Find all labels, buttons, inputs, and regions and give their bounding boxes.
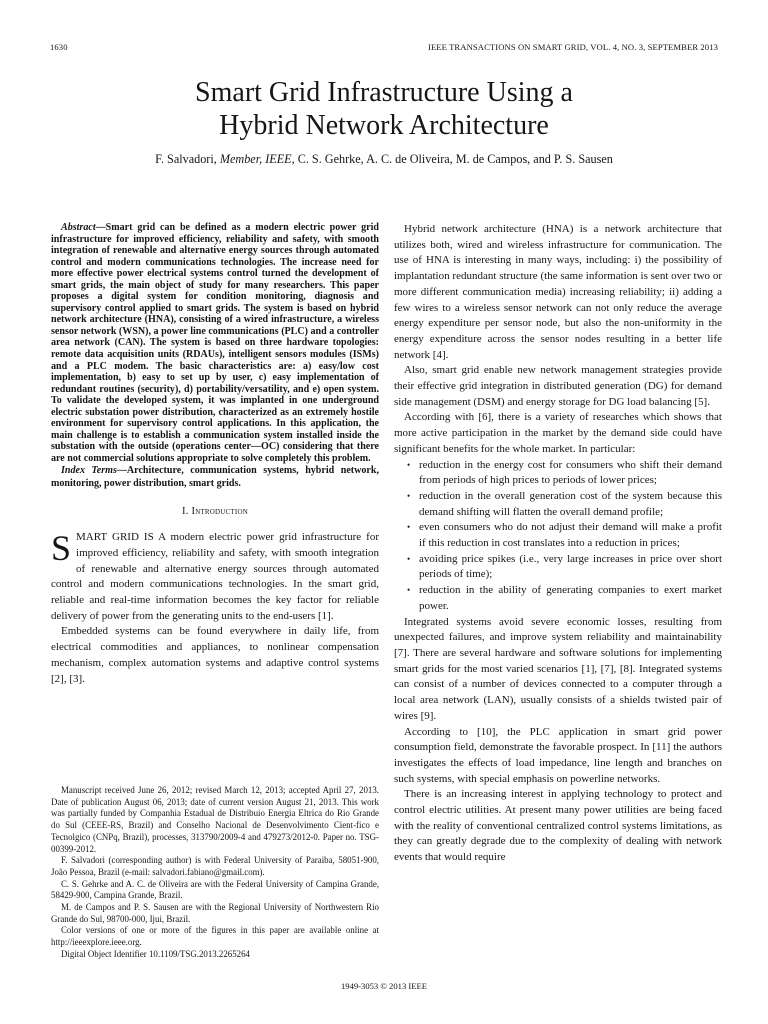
index-terms-text: —Architecture, communication systems, hybrid network, monitoring, power distribution, smart grids. — [51, 465, 379, 490]
body-paragraph-integrated: Integrated systems avoid severe economic losses, resulting from unexpected failures, and improve system reliability and maintainability [7]. There are several hardware and software solutions for implementing smart grids for the most varied scenarios [1], [7], [8]. Integrated systems can consist of a number of devices connected to a computer through a local area network (LAN), usually consists of a shields twisted pair of wires [9]. — [394, 615, 722, 722]
bullet-icon: • — [407, 522, 411, 533]
paper-title-line-2: Hybrid Network Architecture — [219, 110, 549, 141]
page-number: 1630 — [50, 42, 68, 52]
footnote-salvadori: F. Salvadori (corresponding author) is with Federal University of Paraiba, 58051-900, João Pessoa, Brazil (e-mail: salvadori.fabiano@gmail.com). — [51, 855, 379, 877]
list-item: • reduction in the energy cost for consumers who shift their demand from periods of high prices to periods of lower prices; — [407, 458, 722, 487]
intro-paragraph-2: Embedded systems can be found everywhere in daily life, from electrical commodities and appliances, to nonlinear compensation mechanism, complex automation systems and adaptive control systems [2], [3]. — [51, 625, 379, 685]
copyright-footer: 1949-3053 © 2013 IEEE — [340, 981, 427, 991]
footnotes — [51, 785, 379, 961]
bullet-icon: • — [407, 490, 411, 501]
footnote-color-versions: Color versions of one or more of the figures in this paper are available online at http://ieeexplore.ieee.org. — [51, 925, 379, 948]
list-item: • avoiding price spikes (i.e., very large increases in price over short periods of time); — [407, 552, 722, 581]
list-item: • reduction in the ability of generating companies to exert market power. — [407, 584, 722, 612]
body-paragraph-protection: There is an increasing interest in applying technology to protect and control electric utilities. At present many power utilities are being faced with the reality of conventional centralized control systems limitations, as they can greatly degrade due to the complexity of dealing with network events that would require — [394, 788, 722, 864]
intro-paragraph-1-text: A modern electric power grid infrastructure for improved efficiency, reliability and safety, with smooth integration of renewable and alternative energy sources through automated control and modern communications technologies. In the smart grid, reliable and real-time information becomes the key factor for reliable delivery of power from the generating units to the end-users [1]. — [51, 531, 379, 622]
footnote-manuscript: Manuscript received June 26, 2012; revised March 12, 2013; accepted April 27, 2013. Date of publication August 06, 2013; date of current version August 21, 2013. This work was partially funded by Companhia Estadual de Distribuio Energia Eltrica do Rio Grande do Sul (CEEE-RS, Brazil) and Conselho Nacional de Desenvolvimento Cient-fico e Tecnolgico (CNPq, Brazil), processes, 313790/2009-4 and 479273/2012-0. Paper no. TSG-00399-2012. — [51, 785, 379, 854]
abstract-text: —Smart grid can be defined as a modern electric power grid infrastructure for improved efficiency, reliability and safety, with smooth integration of renewable and alternative energy sources through automated control and modern communications technologies. The increase need for more effective power electrical systems control turned the development of smart grids, the main object of study for many researchers. This paper proposes a digital system for condition monitoring, diagnosis and supervisory control applied to smart grids. The system is based on hybrid network architecture (HNA), consisting of a wired infrastructure, a wireless sensor network (WSN), a power line communications (PLC) and a controller area network (CAN). The system is based on three hardware topologies: remote data acquisition units (RDAUs), intelligent sensors modules (ISMs) and a PLC modem. The basic characteristics are: a) easy/low cost implementation, b) easy to set up by user, c) easy implementation of redundant routines (security), d) portability/versatility, and e) open system. To validate the developed system, it was implanted in one underground electric substation power distribution, characterized as an extremely hostile environment for supervisory control applications. In this application, the main challenge is to establish a communication system installed inside the substation with the outside (operations center—OC) considering that there are not commercial solutions appropriate to solve completely this problem. — [51, 222, 379, 464]
abstract — [51, 222, 379, 464]
list-item: • even consumers who do not adjust their demand will make a profit if this reduction in cost translates into a reduction in prices; — [407, 521, 722, 550]
footnote-doi: Digital Object Identifier 10.1109/TSG.2013.2265264 — [61, 948, 250, 959]
body-paragraph-plc: According to [10], the PLC application in smart grid power consumption field, demonstrate the favorable prospect. In [11] the authors investigates the effects of load impedance, line length and branches on such systems, with special emphasis on powerline networks. — [394, 725, 722, 785]
right-column — [394, 222, 722, 866]
bullet-icon: • — [407, 553, 411, 564]
paper-title — [50, 76, 718, 142]
body-paragraph-dg: Also, smart grid enable new network management strategies provide their effective grid integration in distributed generation (DG) for demand side management (DSM) and energy storage for DG load balancing [5]. — [394, 364, 722, 408]
section-title: Introduction — [191, 506, 248, 518]
index-terms — [51, 464, 379, 490]
intro-lead-caps: MART GRID IS — [76, 531, 154, 544]
left-column — [51, 222, 379, 687]
footnote-gehrke-oliveira: C. S. Gehrke and A. C. de Oliveira are with the Federal University of Campina Grande, 58429-900, Campina Grande, Brazil. — [51, 878, 379, 901]
paper-title-line-1: Smart Grid Infrastructure Using a — [195, 77, 573, 108]
journal-header: IEEE TRANSACTIONS ON SMART GRID, VOL. 4, NO. 3, SEPTEMBER 2013 — [427, 42, 718, 52]
list-item: • reduction in the overall generation cost of the system because this demand shifting will flatten the overall demand profile; — [407, 489, 722, 518]
author-lead: F. Salvadori, — [155, 152, 220, 166]
section-number: I. — [182, 506, 189, 518]
body-paragraph-hna: Hybrid network architecture (HNA) is a network architecture that utilizes both, wired and wireless infrastructure for communication. The use of HNA is interesting in many ways, including: i) the possibility of implantation redundant structure (the same information is sent over two or more different communication media) increasing reliability; ii) adding a few wires to a wireless sensor network can not only reduce the average energy expenditure per sensor node, but also the non-uniformity in the energy expenditure across the sensor nodes resulting in a better life network [4]. — [394, 223, 722, 361]
member-designation: Member, IEEE — [219, 152, 292, 166]
abstract-label: Abstract — [61, 222, 96, 233]
author-list — [50, 152, 718, 167]
body-paragraph-demand: According with [6], there is a variety of researches which shows that more active participation in the market by the demand side could have significant benefits for the whole market. In particular: — [394, 411, 722, 455]
author-rest: , C. S. Gehrke, A. C. de Oliveira, M. de Campos, and P. S. Sausen — [291, 152, 613, 166]
index-terms-label: Index Terms — [61, 465, 117, 477]
footnote-campos-sausen: M. de Campos and P. S. Sausen are with the Regional University of Northwestern Rio Grande do Sul, 98700-000, Ijui, Brazil. — [51, 902, 379, 924]
bullet-icon: • — [407, 459, 411, 470]
section-heading-introduction — [51, 504, 379, 520]
benefits-list — [394, 458, 722, 615]
intro-paragraph-1 — [51, 530, 379, 624]
drop-cap: S — [51, 528, 72, 569]
bullet-icon: • — [407, 585, 411, 596]
